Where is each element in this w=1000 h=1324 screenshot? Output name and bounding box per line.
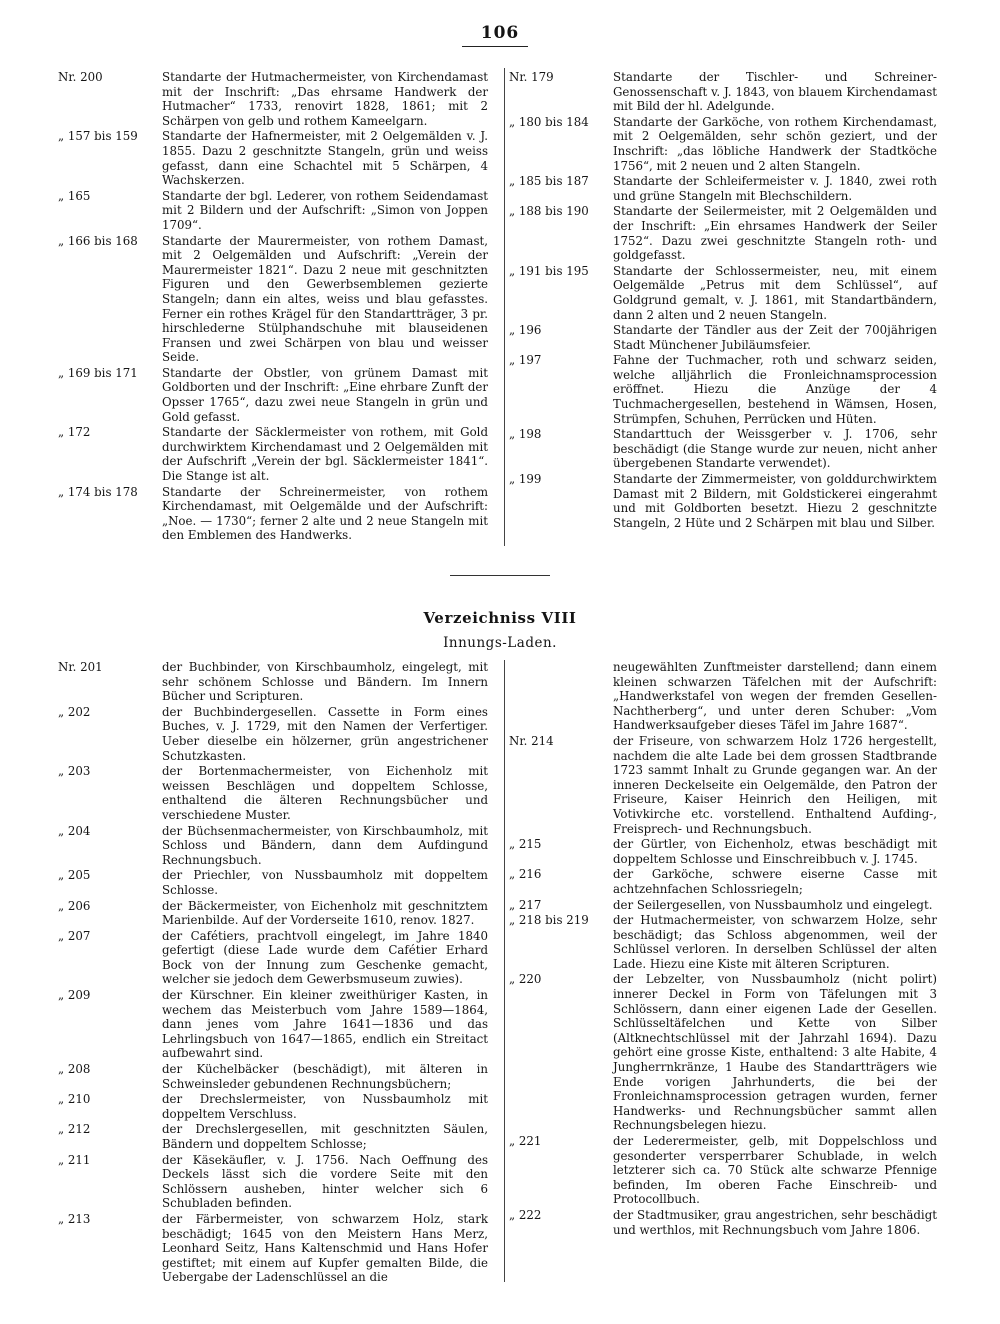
entry-text: der Friseure, von schwarzem Holz 1726 hergestellt, nachdem die alte Lade bei dem grossen Stadtbrande 1723 sammt Inhalt zu Grunde gegangen war. An der inneren Deckelseite ein Oelgemälde, den Patron der Friseure, Kaiser Heinrich den Heiligen, mit Votivkirche etc. vorstellend. Enthaltend Aufding-, Freisprech- und Rechnungsbuch. bbox=[613, 733, 937, 836]
entry-number: „ 203 bbox=[58, 764, 91, 779]
inventory-entry bbox=[509, 174, 937, 203]
entry-text: der Küchelbäcker (beschädigt), mit älteren in Schweinsleder gebundenen Rechnungsbüchern; bbox=[162, 1062, 488, 1091]
inventory-entry bbox=[58, 705, 488, 763]
inventory-entry bbox=[58, 485, 488, 543]
inventory-entry bbox=[509, 898, 937, 913]
entry-number: „ 217 bbox=[509, 897, 542, 912]
entry-text: der Buchbindergesellen. Cassette in Form eines Buches, v. J. 1729, mit den Namen der Verfertiger. Ueber dieselbe ein hölzerner, grün angestrichener Schutzkasten. bbox=[162, 704, 488, 763]
entry-text: Standarte der Maurermeister, von rothem Damast, mit 2 Oelgemälden und Aufschrift: „Verein der Maurermeister 1821“. Dazu 2 neue mit geschnitzten Figuren und den Gewerbsemblemen gezierte Stangeln; dann ein altes, weiss und blau gefasstes. Ferner ein rothes Krägel für den Standartträger, 3 pr. hirschlederne Stülphandschuhe mit blauseidenen Fransen und zwei Schärpen von blau und weisser Seide. bbox=[162, 233, 488, 365]
entry-text: der Cafétiers, prachtvoll eingelegt, im Jahre 1840 gefertigt (diese Lade wurde dem Cafétier Erhard Bock von der Innung zum Geschenke gemacht, welcher sie jedoch dem Gewerbsmuseum zuwies). bbox=[162, 928, 488, 987]
entry-number: Nr. 214 bbox=[509, 733, 554, 748]
entry-text: Standarte der bgl. Lederer, von rothem Seidendamast mit 2 Bildern und der Aufschrift: „Simon von Joppen 1709“. bbox=[162, 188, 488, 232]
entry-text: der Gürtler, von Eichenholz, etwas beschädigt mit doppeltem Schlosse und Einschreibbuch v. J. 1745. bbox=[613, 837, 937, 866]
bottom-left-column bbox=[58, 660, 488, 1286]
entry-text: Standarte der Schreinermeister, von rothem Kirchendamast, mit Oelgemälde und der Aufschrift: „Noe. — 1730“; ferner 2 alte und 2 neue Stangeln mit den Emblemen des Handwerks. bbox=[162, 484, 488, 543]
entry-text: Standarte der Schlossermeister, neu, mit einem Oelgemälde „Petrus mit dem Schlüssel“, auf Goldgrund gemalt, v. J. 1861, mit Standartbändern, dann 2 alten und 2 neuen Stangeln. bbox=[613, 263, 937, 322]
entry-number: „ 202 bbox=[58, 704, 91, 719]
inventory-entry bbox=[58, 824, 488, 868]
section-title: Verzeichniss VIII bbox=[423, 609, 577, 627]
entry-number: „ 212 bbox=[58, 1122, 91, 1137]
inventory-entry bbox=[509, 867, 937, 896]
entry-number: „ 174 bis 178 bbox=[58, 484, 138, 499]
inventory-entry bbox=[509, 734, 937, 836]
bottom-right-column bbox=[509, 660, 937, 1238]
inventory-entry bbox=[509, 264, 937, 322]
inventory-entry bbox=[58, 988, 488, 1061]
entry-number: „ 196 bbox=[509, 323, 542, 338]
entry-text: der Seilergesellen, von Nussbaumholz und eingelegt. bbox=[613, 897, 933, 912]
inventory-entry bbox=[509, 472, 937, 530]
entry-number: „ 215 bbox=[509, 837, 542, 852]
entry-number: „ 185 bis 187 bbox=[509, 174, 589, 189]
entry-text: der Färbermeister, von schwarzem Holz, stark beschädigt; 1645 von den Meistern Hans Merz, Leonhard Seitz, Hans Kaltenschmid und Hans Hofer gestiftet; mit einem auf Kupfer gemalten Bilde, die Uebergabe der Ladenschlüssel an die bbox=[162, 1211, 488, 1285]
page-number-rule bbox=[462, 46, 528, 47]
entry-number: „ 218 bis 219 bbox=[509, 913, 589, 928]
inventory-entry bbox=[58, 129, 488, 187]
entry-number: „ 191 bis 195 bbox=[509, 263, 589, 278]
entry-number: „ 172 bbox=[58, 425, 91, 440]
entry-number: „ 180 bis 184 bbox=[509, 114, 589, 129]
inventory-entry bbox=[58, 899, 488, 928]
inventory-entry bbox=[509, 913, 937, 971]
entry-text: Standarte der Zimmermeister, von golddurchwirktem Damast mit 2 Bildern, mit Goldstickerei eingerahmt und mit Goldborten besetzt. Hiezu 2 geschnitzte Stangeln, 2 Hüte und 2 Schärpen mit blau und Silber. bbox=[613, 472, 937, 530]
inventory-entry bbox=[58, 764, 488, 822]
inventory-entry bbox=[58, 234, 488, 365]
entry-number: „ 221 bbox=[509, 1134, 542, 1148]
entry-number: „ 208 bbox=[58, 1062, 91, 1077]
entry-text: der Käsekäufler, v. J. 1756. Nach Oeffnung des Deckels lässt sich die vordere Seite mit den Schlössern ausheben, hinter welcher sich 6 Schubladen befinden. bbox=[162, 1152, 488, 1211]
continuation-text: neugewählten Zunftmeister darstellend; dann einem kleinen schwarzen Täfelchen mit der Aufschrift: „Handwerkstafel von wegen der fremden Gesellen-Nachtherberg“, und unter deren Schuber: „Vom Handwerksaufgeber dieses Täfel im Jahre 1687“. bbox=[613, 660, 937, 733]
inventory-entry bbox=[58, 366, 488, 424]
page-number: 106 bbox=[480, 23, 520, 43]
entry-number: „ 211 bbox=[58, 1152, 91, 1167]
entry-number: „ 157 bis 159 bbox=[58, 129, 138, 144]
inventory-entry bbox=[58, 1062, 488, 1091]
entry-number: „ 166 bis 168 bbox=[58, 233, 138, 248]
entry-text: der Kürschner. Ein kleiner zweithüriger Kasten, in wechem das Meisterbuch vom Jahre 1589—1864, dann jenes vom Jahre 1641—1836 und das Lehrlingsbuch von 1647—1865, endlich ein Streitact aufbewahrt sind. bbox=[162, 988, 488, 1061]
entry-text: Standarttuch der Weissgerber v. J. 1706, sehr beschädigt (die Stange wurde zur neuen, nicht anher übergebenen Standarte verwendet). bbox=[613, 427, 937, 471]
entry-text: Standarte der Tändler aus der Zeit der 700jährigen Stadt Münchener Jubiläumsfeier. bbox=[613, 323, 937, 352]
inventory-entry bbox=[509, 353, 937, 426]
entry-text: Standarte der Schleifermeister v. J. 1840, zwei roth und grüne Stangeln mit Blechschildern. bbox=[613, 174, 937, 203]
inventory-entry bbox=[509, 204, 937, 262]
entry-text: der Drechslergesellen, mit geschnitzten Säulen, Bändern und doppeltem Schlosse; bbox=[162, 1122, 488, 1151]
entry-number: „ 197 bbox=[509, 353, 542, 368]
entry-number: Nr. 201 bbox=[58, 660, 103, 674]
inventory-entry bbox=[509, 1134, 937, 1207]
entry-text: Standarte der Hutmachermeister, von Kirchendamast mit der Inschrift: „Das ehrsame Handwerk der Hutmacher“ 1733, renovirt 1828, 1861; mit 2 Schärpen von gelb und rothem Kameelgarn. bbox=[162, 70, 488, 128]
inventory-entry bbox=[58, 1122, 488, 1151]
inventory-entry bbox=[58, 1153, 488, 1211]
inventory-entry bbox=[58, 425, 488, 483]
inventory-entry bbox=[58, 868, 488, 897]
entry-text: der Büchsenmachermeister, von Kirschbaumholz, mit Schloss und Bändern, dann dem Aufdingund Rechnungsbuch. bbox=[162, 823, 488, 867]
entry-text: der Lebzelter, von Nussbaumholz (nicht polirt) innerer Deckel in Form von Täfelungen mit 3 Schlössern, dann einer eigenen Lade der Gesellen. Schlüsseltäfelchen und Kette von Silber (Altknechtschlüssel mit der Jahrzahl 1694). Dazu gehört eine grosse Kiste, enthaltend: 3 alte Habite, 4 Jungherrnkränze, 1 Haube des Standartträgers wie Ende vorigen Jahrhunderts, die bei der Fronleichnamsprocession getragen wurden, ferner Handwerks- und Rechnungsbücher sammt allen Rechnungsbelegen hiezu. bbox=[613, 972, 937, 1133]
inventory-entry bbox=[58, 70, 488, 128]
entry-text: der Drechslermeister, von Nussbaumholz mit doppeltem Verschluss. bbox=[162, 1092, 488, 1121]
inventory-entry bbox=[509, 115, 937, 173]
entry-number: „ 213 bbox=[58, 1211, 91, 1226]
entry-text: der Hutmachermeister, von schwarzem Holze, sehr beschädigt; das Schloss abgenommen, weil der Schlüssel verloren. In derselben Schlüssel der alten Lade. Hiezu eine Kiste mit älteren Scripturen. bbox=[613, 913, 937, 971]
entry-text: der Buchbinder, von Kirschbaumholz, eingelegt, mit sehr schönem Schlosse und Bändern. Im Innern Bücher und Scripturen. bbox=[162, 660, 488, 704]
entry-number: „ 198 bbox=[509, 427, 542, 442]
entry-number: „ 222 bbox=[509, 1207, 542, 1222]
inventory-entry bbox=[509, 1208, 937, 1237]
entry-number: „ 210 bbox=[58, 1092, 91, 1107]
entry-number: Nr. 200 bbox=[58, 70, 103, 84]
entry-number: „ 220 bbox=[509, 972, 542, 987]
inventory-entry bbox=[509, 323, 937, 352]
entry-number: „ 188 bis 190 bbox=[509, 204, 589, 219]
entry-number: „ 216 bbox=[509, 867, 542, 882]
inventory-entry bbox=[58, 1212, 488, 1285]
entry-number: „ 165 bbox=[58, 188, 91, 203]
inventory-entry bbox=[58, 189, 488, 233]
column-divider-top bbox=[504, 68, 505, 546]
entry-text: Standarte der Seilermeister, mit 2 Oelgemälden und der Inschrift: „Ein ehrsames Handwerk der Seiler 1752“. Dazu zwei geschnitzte Stangeln roth- und goldgefasst. bbox=[613, 204, 937, 263]
entry-text: der Bortenmachermeister, von Eichenholz mit weissen Beschlägen und doppeltem Schlosse, enthaltend die älteren Rechnungsbücher und verschiedene Muster. bbox=[162, 764, 488, 822]
inventory-entry bbox=[509, 427, 937, 471]
column-divider-bottom bbox=[504, 660, 505, 1282]
entry-text: der Priechler, von Nussbaumholz mit doppeltem Schlosse. bbox=[162, 868, 488, 897]
top-right-column bbox=[509, 70, 937, 531]
entry-number: „ 199 bbox=[509, 472, 542, 487]
entry-number: „ 206 bbox=[58, 898, 91, 913]
entry-text: Fahne der Tuchmacher, roth und schwarz seiden, welche alljährlich die Fronleichnamsprocession eröffnet. Hiezu die Anzüge der 4 Tuchmachergesellen, bestehend in Wämsen, Hosen, Strümpfen, Schuhen, Perrücken und Hüten. bbox=[613, 353, 937, 426]
entry-text: der Lederermeister, gelb, mit Doppelschloss und gesonderter versperrbarer Schublade, in welch letzterer sich ca. 70 Stück alte schwarze Pfennige befinden, Im oberen Fache Einschreib- und Protocollbuch. bbox=[613, 1134, 937, 1207]
entry-text: der Bäckermeister, von Eichenholz mit geschnitztem Marienbilde. Auf der Vorderseite 1610, renov. 1827. bbox=[162, 898, 488, 928]
entry-text: der Stadtmusiker, grau angestrichen, sehr beschädigt und werthlos, mit Rechnungsbuch vom Jahre 1806. bbox=[613, 1207, 937, 1237]
inventory-entry bbox=[509, 70, 937, 114]
inventory-entry bbox=[58, 929, 488, 987]
entry-text: Standarte der Obstler, von grünem Damast mit Goldborten und der Inschrift: „Eine ehrbare Zunft der Opsser 1765“, dazu zwei neue Stangeln in grün und Gold gefasst. bbox=[162, 365, 488, 424]
inventory-entry bbox=[509, 837, 937, 866]
inventory-entry bbox=[509, 972, 937, 1133]
inventory-entry bbox=[58, 660, 488, 704]
section-divider bbox=[450, 575, 550, 576]
entry-text: Standarte der Hafnermeister, mit 2 Oelgemälden v. J. 1855. Dazu 2 geschnitzte Stangeln, grün und weiss gefasst, dann eine Schachtel mit 5 Schärpen, 4 Wachskerzen. bbox=[162, 129, 488, 188]
entry-number: „ 207 bbox=[58, 928, 91, 943]
section-subtitle: Innungs-Laden. bbox=[443, 635, 557, 651]
entry-number: „ 169 bis 171 bbox=[58, 365, 138, 380]
entry-text: Standarte der Säcklermeister von rothem, mit Gold durchwirktem Kirchendamast und 2 Oelgemälden mit der Aufschrift „Verein der bgl. Säcklermeister 1841“. Die Stange ist alt. bbox=[162, 425, 488, 484]
entry-number: Nr. 179 bbox=[509, 70, 554, 84]
top-left-column bbox=[58, 70, 488, 544]
entry-text: der Garköche, schwere eiserne Casse mit achtzehnfachen Schlossriegeln; bbox=[613, 867, 937, 896]
inventory-entry bbox=[58, 1092, 488, 1121]
entry-text: Standarte der Garköche, von rothem Kirchendamast, mit 2 Oelgemälden, sehr schön geziert, und der Inschrift: „das löbliche Handwerk der Stadtköche 1756“, mit 2 neuen und 2 alten Stangeln. bbox=[613, 114, 937, 173]
entry-text: Standarte der Tischler- und Schreiner-Genossenschaft v. J. 1843, von blauem Kirchendamast mit Bild der hl. Adelgunde. bbox=[613, 70, 937, 114]
entry-number: „ 204 bbox=[58, 823, 91, 838]
entry-number: „ 205 bbox=[58, 868, 91, 883]
entry-number: „ 209 bbox=[58, 988, 91, 1003]
